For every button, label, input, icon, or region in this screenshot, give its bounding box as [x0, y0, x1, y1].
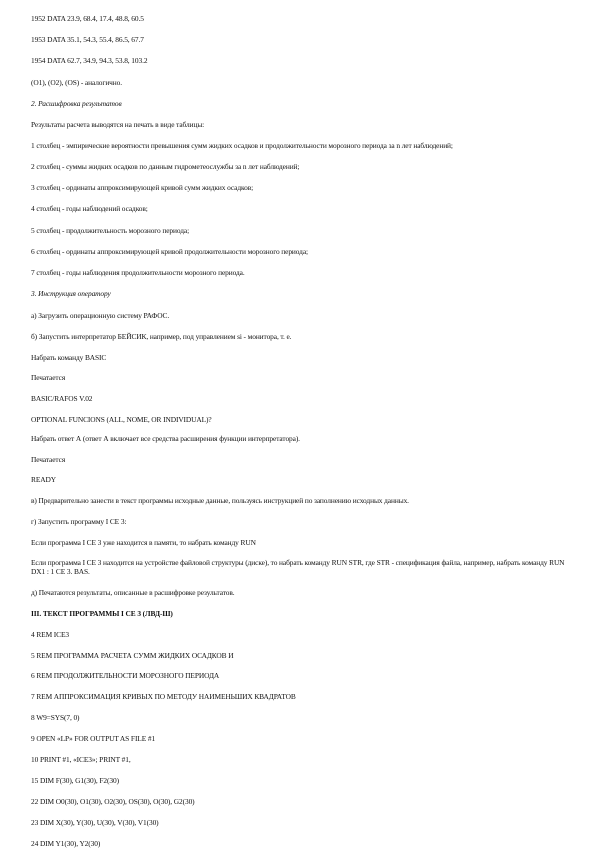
document-line: 6 REM ПРОДОЛЖИТЕЛЬНОСТИ МОРОЗНОГО ПЕРИОДА: [31, 671, 220, 680]
document-line: BASIC/RAFOS V.02: [31, 394, 93, 403]
document-line: 4 REM ICE3: [31, 630, 70, 639]
document-line: в) Предварительно занести в текст программы исходные данные, пользуясь инструкцией по заполнению исходных данных.: [31, 496, 409, 505]
document-line: Набрать ответ А (ответ А включает все средства расширения функции интерпретатора).: [31, 434, 300, 443]
document-line: д) Печатаются результаты, описанные в расшифровке результатов.: [31, 588, 235, 597]
document-line: 4 столбец - годы наблюдений осадков;: [31, 204, 148, 213]
document-line: 9 OPEN «LP» FOR OUTPUT AS FILE #1: [31, 734, 156, 743]
document-line: 7 столбец - годы наблюдения продолжительности морозного периода.: [31, 268, 245, 277]
document-line: 24 DIM Y1(30), Y2(30): [31, 839, 101, 848]
document-line: Печатается: [31, 373, 66, 382]
document-line: 1953 DATA 35.1, 54.3, 55.4, 86.5, 67.7: [31, 35, 144, 44]
document-line: 15 DIM F(30), G1(30), F2(30): [31, 776, 119, 785]
document-line: OPTIONAL FUNCIONS (ALL, NOME, OR INDIVIDUAL)?: [31, 415, 212, 424]
document-line: 2. Расшифровка результатов: [31, 99, 122, 108]
document-line: 5 столбец - продолжительность морозного периода;: [31, 226, 190, 235]
document-line: Результаты расчета выводятся на печать в виде таблицы:: [31, 120, 205, 129]
document-line: Если программа I CE 3 уже находится в памяти, то набрать команду RUN: [31, 538, 256, 547]
document-line: б) Запустить интерпретатор БЕЙСИК, например, под управлением si - монитора, т. е.: [31, 332, 292, 341]
document-line: 22 DIM O0(30), O1(30), O2(30), OS(30), O(30), G2(30): [31, 797, 195, 806]
document-line: 23 DIM X(30), Y(30), U(30), V(30), V1(30): [31, 818, 159, 827]
document-line: Печатается: [31, 455, 66, 464]
document-line: 3. Инструкция оператору: [31, 289, 111, 298]
document-line: 6 столбец - ординаты аппроксимирующей кривой продолжительности морозного периода;: [31, 247, 308, 256]
document-line: Если программа I CE 3 находится на устройстве файловой структуры (диске), то набрать команду RUN STR, где STR - спецификация файла, например, набрать команду RUN DX1 : 1 CE 3. BAS.: [31, 558, 565, 576]
document-line: Набрать команду BASIC: [31, 353, 107, 362]
document-line: 1952 DATA 23.9, 68.4, 17.4, 48.8, 60.5: [31, 14, 144, 23]
document-line: (O1), (O2), (OS) - аналогично.: [31, 78, 122, 87]
document-line: 8 W9=SYS(7, 0): [31, 713, 80, 722]
document-line: 5 REM ПРОГРАММА РАСЧЕТА СУММ ЖИДКИХ ОСАДКОВ И: [31, 651, 234, 660]
document-line: 7 REM АППРОКСИМАЦИЯ КРИВЫХ ПО МЕТОДУ НАИМЕНЬШИХ КВАДРАТОВ: [31, 692, 296, 701]
document-line: 1 столбец - эмпирические вероятности превышения сумм жидких осадков и продолжительности морозного периода за n лет наблюдений;: [31, 141, 453, 150]
document-line: 1954 DATA 62.7, 34.9, 94.3, 53.8, 103.2: [31, 56, 148, 65]
document-line: г) Запустить программу I CE 3:: [31, 517, 127, 526]
document-line: а) Загрузить операционную систему РАФОС.: [31, 311, 170, 320]
document-line: III. ТЕКСТ ПРОГРАММЫ I CE 3 (ЛВД-Ш): [31, 609, 173, 618]
document-line: READY: [31, 475, 56, 484]
document-line: 3 столбец - ординаты аппроксимирующей кривой сумм жидких осадков;: [31, 183, 254, 192]
document-line: 10 PRINT #1, «ICE3»; PRINT #1,: [31, 755, 131, 764]
document-line: 2 столбец - суммы жидких осадков по данным гидрометеослужбы за n лет наблюдений;: [31, 162, 300, 171]
